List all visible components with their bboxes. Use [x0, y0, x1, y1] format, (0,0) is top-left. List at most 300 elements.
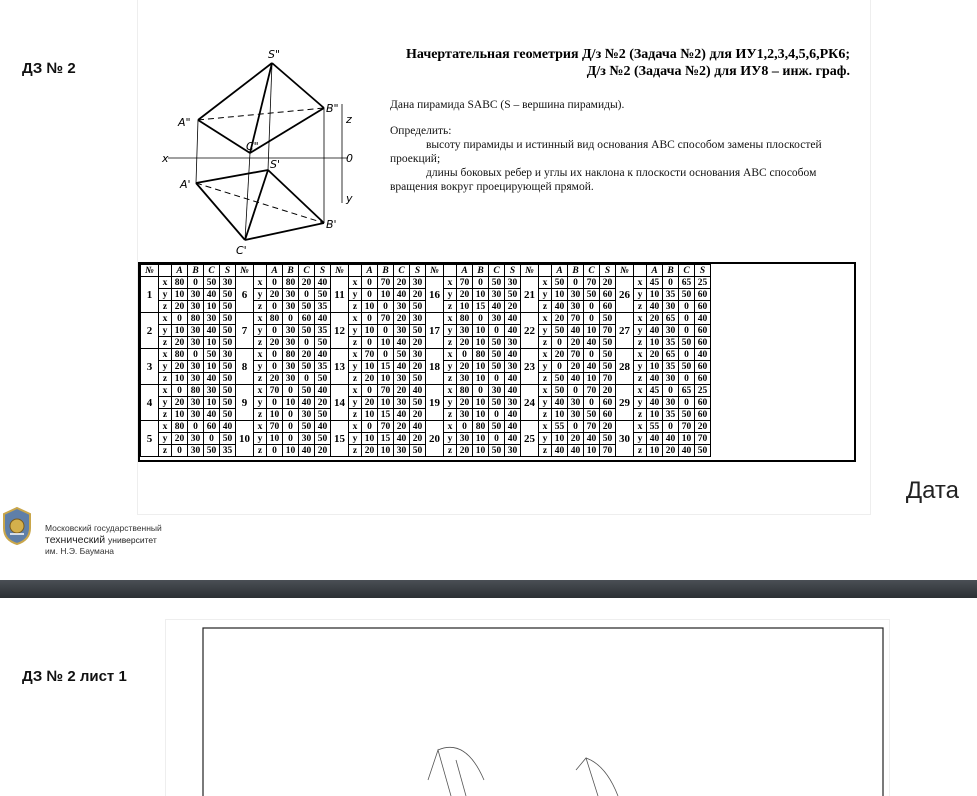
coordinate-cell: 50	[220, 373, 236, 385]
coordinate-cell: 50	[204, 277, 220, 289]
university-line-3: им. Н.Э. Баумана	[45, 546, 115, 556]
coordinate-cell: 70	[457, 277, 473, 289]
coordinate-cell: 45	[647, 277, 663, 289]
axis-label: z	[444, 409, 457, 421]
axis-label: y	[539, 325, 552, 337]
axis-label: y	[349, 397, 362, 409]
coordinate-cell: 50	[299, 301, 315, 313]
coordinate-cell: 40	[315, 277, 331, 289]
coordinate-cell: 80	[188, 313, 204, 325]
axis-label: z	[349, 301, 362, 313]
coordinate-cell: 40	[204, 373, 220, 385]
axis-label: x	[539, 277, 552, 289]
coordinate-cell: 70	[568, 349, 584, 361]
coordinate-cell: 60	[695, 337, 711, 349]
axis-label: x	[349, 277, 362, 289]
coordinate-cell: 20	[457, 445, 473, 457]
table-header-cell: B	[473, 265, 489, 277]
coordinate-cell: 30	[283, 289, 299, 301]
coordinate-cell: 25	[695, 277, 711, 289]
axis-label: z	[254, 373, 267, 385]
coordinate-cell: 10	[172, 373, 188, 385]
coordinate-cell: 40	[695, 349, 711, 361]
coordinate-cell: 80	[473, 349, 489, 361]
coordinate-cell: 80	[473, 421, 489, 433]
coordinate-cell: 40	[394, 337, 410, 349]
coordinate-cell: 40	[204, 409, 220, 421]
variant-number: 29	[616, 385, 634, 421]
coordinate-cell: 40	[505, 433, 521, 445]
table-header-cell: C	[489, 265, 505, 277]
coordinate-cell: 50	[204, 445, 220, 457]
coordinate-cell: 20	[394, 421, 410, 433]
coordinate-cell: 50	[584, 289, 600, 301]
coordinate-cell: 40	[505, 409, 521, 421]
coordinate-cell: 0	[489, 325, 505, 337]
coordinate-cell: 20	[505, 301, 521, 313]
coordinate-cell: 0	[679, 373, 695, 385]
coordinate-cell: 0	[267, 361, 283, 373]
coordinate-cell: 10	[647, 409, 663, 421]
coordinate-cell: 70	[679, 421, 695, 433]
coordinate-cell: 30	[204, 313, 220, 325]
coordinate-cell: 10	[204, 397, 220, 409]
table-header-cell: C	[204, 265, 220, 277]
coordinate-cell: 0	[584, 313, 600, 325]
coordinate-cell: 20	[663, 445, 679, 457]
coordinate-cell: 50	[220, 361, 236, 373]
table-row	[141, 349, 711, 361]
coordinate-cell: 40	[394, 433, 410, 445]
axis-label: x	[254, 421, 267, 433]
coordinate-cell: 0	[489, 373, 505, 385]
coordinate-cell: 0	[299, 337, 315, 349]
table-header-cell	[349, 265, 362, 277]
coordinate-cell: 65	[663, 313, 679, 325]
table-header-cell: C	[584, 265, 600, 277]
coordinate-cell: 50	[600, 361, 616, 373]
coordinate-cell: 10	[473, 445, 489, 457]
axis-label: x	[539, 385, 552, 397]
axis-label: y	[444, 361, 457, 373]
coordinate-cell: 0	[188, 277, 204, 289]
table-header-cell: №	[141, 265, 159, 277]
coordinate-cell: 0	[283, 313, 299, 325]
coordinate-cell: 20	[410, 289, 426, 301]
coordinate-cell: 40	[299, 445, 315, 457]
coordinate-cell: 30	[188, 397, 204, 409]
coordinate-cell: 45	[647, 385, 663, 397]
table-header-cell: S	[505, 265, 521, 277]
coordinate-cell: 30	[188, 361, 204, 373]
table-header-cell: B	[188, 265, 204, 277]
axis-label: x	[159, 421, 172, 433]
coordinate-cell: 0	[378, 349, 394, 361]
coordinate-cell: 0	[267, 301, 283, 313]
coordinate-cell: 60	[695, 325, 711, 337]
coordinate-cell: 20	[394, 313, 410, 325]
coordinate-cell: 0	[362, 421, 378, 433]
label-A1: A'	[180, 178, 191, 191]
coordinate-cell: 50	[410, 373, 426, 385]
axis-label: y	[159, 289, 172, 301]
table-header-cell: №	[331, 265, 349, 277]
variant-number: 8	[236, 349, 254, 385]
table-header-cell: A	[267, 265, 283, 277]
coordinate-cell: 10	[378, 289, 394, 301]
coordinate-cell: 0	[283, 385, 299, 397]
coordinate-cell: 0	[473, 277, 489, 289]
table-header-cell: B	[568, 265, 584, 277]
coordinate-cell: 30	[568, 301, 584, 313]
label-z: z	[346, 113, 352, 126]
coordinate-cell: 30	[188, 433, 204, 445]
coordinate-cell: 30	[505, 277, 521, 289]
variant-number: 24	[521, 385, 539, 421]
coordinate-cell: 40	[679, 445, 695, 457]
axis-label: z	[349, 337, 362, 349]
axis-label: z	[634, 409, 647, 421]
coordinate-cell: 20	[647, 349, 663, 361]
variant-number: 14	[331, 385, 349, 421]
axis-label: x	[444, 313, 457, 325]
coordinate-cell: 40	[220, 421, 236, 433]
axis-label: x	[444, 385, 457, 397]
axis-label: y	[539, 433, 552, 445]
coordinate-cell: 30	[505, 337, 521, 349]
variant-number: 30	[616, 421, 634, 457]
coordinate-cell: 60	[695, 397, 711, 409]
coordinate-cell: 20	[600, 385, 616, 397]
coordinate-cell: 30	[188, 337, 204, 349]
university-line-1: Московский государственный	[45, 523, 162, 533]
date-label: Дата	[905, 477, 959, 504]
coordinate-cell: 10	[552, 433, 568, 445]
table-header-cell	[634, 265, 647, 277]
coordinate-cell: 80	[172, 277, 188, 289]
coordinate-cell: 10	[473, 325, 489, 337]
axis-label: y	[159, 397, 172, 409]
coordinate-cell: 20	[394, 385, 410, 397]
coordinate-cell: 0	[362, 313, 378, 325]
coordinate-cell: 30	[568, 409, 584, 421]
coordinate-cell: 70	[695, 433, 711, 445]
coordinate-cell: 50	[489, 337, 505, 349]
coordinate-cell: 60	[600, 301, 616, 313]
coordinate-cell: 30	[489, 313, 505, 325]
variant-number: 16	[426, 277, 444, 313]
label-x: x	[162, 152, 169, 165]
table-header-cell: B	[663, 265, 679, 277]
table-header-cell: C	[679, 265, 695, 277]
coordinate-cell: 50	[299, 361, 315, 373]
coordinate-cell: 0	[362, 337, 378, 349]
coordinate-cell: 50	[679, 289, 695, 301]
coordinate-cell: 50	[220, 397, 236, 409]
axis-label: y	[634, 289, 647, 301]
axis-label: x	[254, 277, 267, 289]
axis-label: y	[634, 433, 647, 445]
variant-number: 23	[521, 349, 539, 385]
axis-label: y	[159, 361, 172, 373]
table-header-cell: A	[362, 265, 378, 277]
label-C1: C'	[236, 244, 247, 257]
variant-number: 17	[426, 313, 444, 349]
axis-label: y	[349, 289, 362, 301]
coordinate-cell: 15	[378, 361, 394, 373]
coordinate-cell: 40	[489, 301, 505, 313]
coordinate-cell: 20	[457, 397, 473, 409]
coordinate-cell: 50	[315, 409, 331, 421]
variant-number: 11	[331, 277, 349, 313]
coordinate-cell: 50	[220, 409, 236, 421]
coordinate-cell: 70	[267, 421, 283, 433]
axis-label: z	[349, 409, 362, 421]
coordinate-cell: 15	[473, 301, 489, 313]
coordinate-cell: 0	[267, 325, 283, 337]
table-header-cell: A	[647, 265, 663, 277]
coordinate-cell: 10	[473, 337, 489, 349]
label-B2: B"	[326, 102, 339, 115]
axis-label: x	[349, 313, 362, 325]
coordinate-cell: 50	[410, 325, 426, 337]
coordinate-cell: 70	[362, 349, 378, 361]
slide-label: ДЗ № 2	[22, 60, 76, 77]
coordinate-cell: 0	[267, 397, 283, 409]
coordinate-cell: 40	[647, 433, 663, 445]
coordinate-cell: 0	[568, 385, 584, 397]
table-header-cell	[254, 265, 267, 277]
coordinate-cell: 20	[172, 433, 188, 445]
coordinate-cell: 30	[283, 325, 299, 337]
coordinate-cell: 50	[600, 337, 616, 349]
coordinate-cell: 40	[204, 325, 220, 337]
coordinate-cell: 20	[457, 289, 473, 301]
coordinate-cell: 50	[489, 349, 505, 361]
coordinate-cell: 50	[489, 277, 505, 289]
coordinate-cell: 70	[600, 325, 616, 337]
variant-number: 25	[521, 421, 539, 457]
coordinate-cell: 50	[315, 289, 331, 301]
coordinate-cell: 15	[378, 409, 394, 421]
title-line-2: Д/з №2 (Задача №2) для ИУ8 – инж. граф.	[586, 64, 850, 79]
variant-number: 15	[331, 421, 349, 457]
coordinate-cell: 40	[315, 349, 331, 361]
coordinate-cell: 30	[283, 337, 299, 349]
table-header-cell: S	[410, 265, 426, 277]
coordinate-cell: 0	[489, 409, 505, 421]
title-line-1: Начертательная геометрия Д/з №2 (Задача №2) для ИУ1,2,3,4,5,6,РК6;	[405, 47, 850, 62]
coordinate-cell: 80	[172, 421, 188, 433]
coordinate-cell: 10	[362, 325, 378, 337]
axis-label: x	[444, 349, 457, 361]
axis-label: y	[254, 361, 267, 373]
coordinate-cell: 30	[188, 289, 204, 301]
coordinate-cell: 70	[584, 385, 600, 397]
axis-label: z	[349, 445, 362, 457]
coordinate-cell: 10	[378, 445, 394, 457]
coordinate-cell: 40	[394, 409, 410, 421]
coordinate-cell: 30	[220, 277, 236, 289]
coordinate-cell: 30	[299, 433, 315, 445]
coordinate-cell: 0	[552, 337, 568, 349]
coordinate-cell: 40	[647, 325, 663, 337]
coordinate-cell: 70	[378, 421, 394, 433]
coordinate-cell: 50	[679, 361, 695, 373]
axis-label: x	[634, 385, 647, 397]
axis-label: x	[159, 313, 172, 325]
coordinate-cell: 10	[473, 433, 489, 445]
coordinate-cell: 10	[473, 397, 489, 409]
coordinate-cell: 40	[505, 313, 521, 325]
coordinate-cell: 35	[663, 337, 679, 349]
axis-label: x	[634, 277, 647, 289]
axis-label: y	[444, 397, 457, 409]
axis-label: z	[634, 337, 647, 349]
coordinate-cell: 60	[299, 313, 315, 325]
coordinate-cell: 20	[299, 349, 315, 361]
label-B1: B'	[326, 218, 337, 231]
coordinate-cell: 55	[647, 421, 663, 433]
table-header-cell	[159, 265, 172, 277]
coordinate-cell: 60	[600, 289, 616, 301]
axis-label: x	[159, 277, 172, 289]
coordinate-cell: 80	[457, 313, 473, 325]
coordinate-cell: 30	[394, 445, 410, 457]
coordinate-cell: 40	[394, 361, 410, 373]
coordinate-cell: 0	[679, 313, 695, 325]
axis-label: x	[349, 349, 362, 361]
coordinate-cell: 30	[410, 349, 426, 361]
coordinate-cell: 0	[584, 397, 600, 409]
coordinate-cell: 0	[489, 433, 505, 445]
coordinate-cell: 30	[505, 361, 521, 373]
coordinate-cell: 50	[600, 433, 616, 445]
label-y: y	[346, 192, 353, 205]
coordinate-cell: 10	[584, 445, 600, 457]
slide-separator	[0, 580, 977, 598]
task-text	[390, 124, 845, 194]
coordinate-cell: 30	[663, 301, 679, 313]
coordinate-cell: 40	[584, 361, 600, 373]
coordinate-cell: 0	[679, 349, 695, 361]
university-name	[45, 523, 245, 557]
table-header-cell: S	[600, 265, 616, 277]
slide-2	[0, 598, 977, 796]
coordinate-cell: 65	[679, 277, 695, 289]
coordinate-cell: 30	[505, 445, 521, 457]
coordinate-cell: 20	[172, 301, 188, 313]
variant-number: 21	[521, 277, 539, 313]
coordinate-cell: 30	[489, 289, 505, 301]
coordinate-cell: 20	[410, 409, 426, 421]
coordinate-cell: 30	[188, 301, 204, 313]
coordinate-cell: 50	[489, 445, 505, 457]
coordinate-cell: 35	[315, 361, 331, 373]
coordinate-cell: 0	[584, 349, 600, 361]
coordinate-cell: 50	[552, 277, 568, 289]
axis-label: x	[539, 313, 552, 325]
coordinate-cell: 35	[315, 301, 331, 313]
coordinate-cell: 30	[394, 397, 410, 409]
coordinate-cell: 50	[315, 337, 331, 349]
drawing-sketch	[166, 620, 889, 796]
axis-label: z	[159, 373, 172, 385]
coordinate-cell: 0	[362, 289, 378, 301]
coordinate-cell: 10	[647, 289, 663, 301]
coordinate-cell: 10	[473, 373, 489, 385]
coordinate-cell: 20	[267, 373, 283, 385]
axis-label: x	[634, 421, 647, 433]
axis-label: x	[159, 385, 172, 397]
coordinate-cell: 40	[204, 289, 220, 301]
coordinate-cell: 20	[695, 421, 711, 433]
coordinate-cell: 10	[172, 289, 188, 301]
table-header-cell: №	[616, 265, 634, 277]
table-header-cell: C	[299, 265, 315, 277]
axis-label: z	[539, 409, 552, 421]
coordinate-cell: 0	[378, 325, 394, 337]
variants-table-wrapper	[138, 262, 856, 462]
coordinate-cell: 40	[410, 421, 426, 433]
document-title	[390, 46, 850, 80]
coordinate-cell: 40	[315, 313, 331, 325]
coordinate-cell: 50	[299, 421, 315, 433]
coordinate-cell: 10	[172, 409, 188, 421]
variant-number: 18	[426, 349, 444, 385]
coordinate-cell: 40	[315, 421, 331, 433]
coordinate-cell: 50	[552, 325, 568, 337]
variant-number: 2	[141, 313, 159, 349]
coordinate-cell: 0	[362, 385, 378, 397]
axis-label: x	[349, 385, 362, 397]
axis-label: z	[349, 373, 362, 385]
coordinate-cell: 40	[584, 433, 600, 445]
axis-label: y	[254, 397, 267, 409]
coordinate-cell: 0	[172, 385, 188, 397]
coordinate-cell: 0	[679, 301, 695, 313]
variant-number: 26	[616, 277, 634, 313]
axis-label: z	[159, 301, 172, 313]
variants-table	[140, 264, 711, 457]
coordinate-cell: 40	[647, 301, 663, 313]
coordinate-cell: 10	[204, 301, 220, 313]
coordinate-cell: 30	[188, 373, 204, 385]
coordinate-cell: 30	[220, 349, 236, 361]
variant-number: 10	[236, 421, 254, 457]
coordinate-cell: 70	[584, 277, 600, 289]
coordinate-cell: 50	[505, 289, 521, 301]
coordinate-cell: 30	[394, 373, 410, 385]
variant-number: 6	[236, 277, 254, 313]
coordinate-cell: 0	[267, 277, 283, 289]
coordinate-cell: 40	[552, 397, 568, 409]
coordinate-cell: 0	[378, 301, 394, 313]
coordinate-cell: 40	[663, 433, 679, 445]
coordinate-cell: 10	[378, 397, 394, 409]
coordinate-cell: 35	[315, 325, 331, 337]
axis-label: z	[634, 445, 647, 457]
coordinate-cell: 20	[600, 421, 616, 433]
coordinate-cell: 50	[489, 421, 505, 433]
axis-label: y	[539, 397, 552, 409]
coordinate-cell: 50	[679, 409, 695, 421]
table-header-cell: A	[172, 265, 188, 277]
variant-number: 4	[141, 385, 159, 421]
coordinate-cell: 20	[600, 277, 616, 289]
coordinate-cell: 10	[204, 337, 220, 349]
coordinate-cell: 30	[663, 325, 679, 337]
